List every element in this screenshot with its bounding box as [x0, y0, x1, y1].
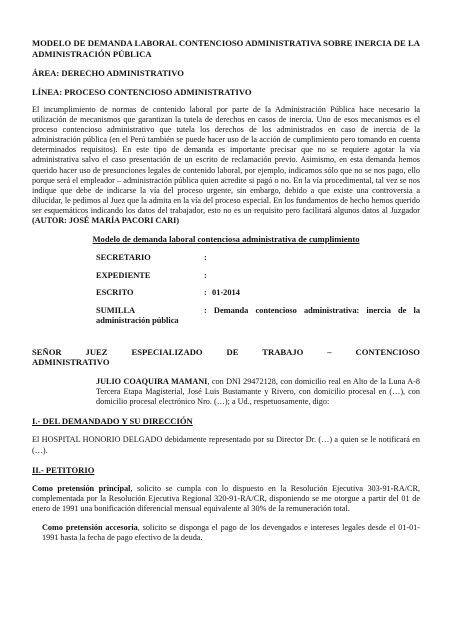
- principal-label: Como pretensión principal: [32, 484, 131, 494]
- plaintiff-paragraph: [96, 377, 420, 407]
- field-value: 01-2014: [212, 288, 240, 298]
- field-label: ESCRITO: [96, 288, 134, 298]
- field-label: EXPEDIENTE: [96, 270, 151, 280]
- document-title: MODELO DE DEMANDA LABORAL CONTENCIOSO ADMINISTRATIVA SOBRE INERCIA DE LA ADMINISTRACIÓN PÚBLICA: [32, 38, 420, 59]
- author-credit: (AUTOR: JOSÉ MARÍA PACORI CARI): [32, 216, 180, 226]
- plaintiff-details: , con DNI 29472128, con domicilio real en Alto de la Luna A-8 Tercera Etapa Magisterial, José Luis Bustamante y Rivero, con domicilio procesal en (…), con domicilio procesal electrónico Nro. (…); a Ud., respetuosamente, digo:: [96, 376, 421, 406]
- field-expediente: [96, 271, 420, 282]
- field-colon: :: [204, 305, 207, 315]
- document-page: [32, 38, 420, 544]
- petitorio-principal: [32, 484, 420, 514]
- section1-heading: I.- DEL DEMANDADO Y SU DIRECCIÓN: [32, 415, 193, 426]
- field-value: [212, 253, 420, 264]
- area-heading: ÁREA: DERECHO ADMINISTRATIVO: [32, 68, 184, 78]
- linea-heading: LÍNEA: PROCESO CONTENCIOSO ADMINISTRATIVO: [32, 86, 252, 97]
- section1-text: El HOSPITAL HONORIO DELGADO debidamente representado por su Director Dr. (…) a quien se le notificará en (…).: [32, 435, 420, 455]
- intro-text: El incumplimiento de normas de contenido laboral por parte de la Administración Pública hace necesario la utilización de mecanismos que garantizan la tutela de derechos en casos de inercia. Uno de esos mecanismos es el proceso contencioso administrativo que tutela los derechos de los administrados en caso de inercia de la administración pública (en el Perú también se puede hacer uso de la acción de cumplimiento pero tomando en cuenta determinados requisitos). En este tipo de demanda es importante precisar que no se requiere agotar la vía administrativa salvo el caso presentación de un escrito de reclamación previo. Asimismo, en esta demanda hemos querido hacer uso de presunciones legales de contenido laboral, por ejemplo, indicamos sólo que no se nos pago, ello porque será el empleador – administración pública quien acredite si pagó o no. En la vía procedimental, tal vez se nos indique que debe de indicarse la vía del proceso urgente, sin embargo, debido a que existe una controversia a dilucidar, le pedimos al Juez que la admita en la vía del proceso especial. En los fundamentos de hecho hemos querido ser esquemáticos indicando los datos del trabajador, esto no es un requisito pero facilitará algunos datos al Juzgador: [32, 105, 420, 215]
- field-value: [212, 271, 420, 282]
- intro-paragraph: [32, 105, 420, 226]
- field-escrito: [96, 288, 420, 299]
- field-label: SECRETARIO: [96, 253, 151, 263]
- model-heading: Modelo de demanda laboral contenciosa administrativa de cumplimiento: [92, 234, 360, 245]
- field-colon: :: [204, 270, 207, 280]
- section2-heading: II.- PETITORIO: [32, 464, 95, 475]
- plaintiff-name: JULIO COAQUIRA MAMANI: [96, 376, 208, 386]
- petitorio-accesoria: [42, 523, 420, 543]
- accesoria-text: , solicito se disponga el pago de los devengados e intereses legales desde el 01-01-1991 hasta la fecha de pago efectivo de la deuda.: [42, 523, 420, 543]
- field-colon: :: [204, 288, 207, 298]
- accesoria-label: Como pretensión accesoria: [42, 523, 138, 533]
- header-fields: [96, 253, 420, 327]
- field-value: Demanda contencioso administrativa: inercia de la administración pública: [96, 305, 421, 326]
- field-sumilla: [96, 306, 420, 327]
- field-colon: :: [204, 253, 207, 263]
- field-label: SUMILLA: [96, 305, 136, 315]
- addressee: SEÑOR JUEZ ESPECIALIZADO DE TRABAJO – CONTENCIOSO ADMINISTRATIVO: [32, 346, 420, 368]
- principal-text: , solicito se cumpla con lo dispuesto en la Resolución Ejecutiva 303-91-RA/CR, complementada por la Resolución Ejecutiva Regional 320-91-RA/CR, disponiendo se me otorgue a partir del 01 de enero de 1991 una bonificación diferencial mensual equivalente al 30% de la remuneración total.: [32, 484, 420, 514]
- field-secretario: [96, 253, 420, 264]
